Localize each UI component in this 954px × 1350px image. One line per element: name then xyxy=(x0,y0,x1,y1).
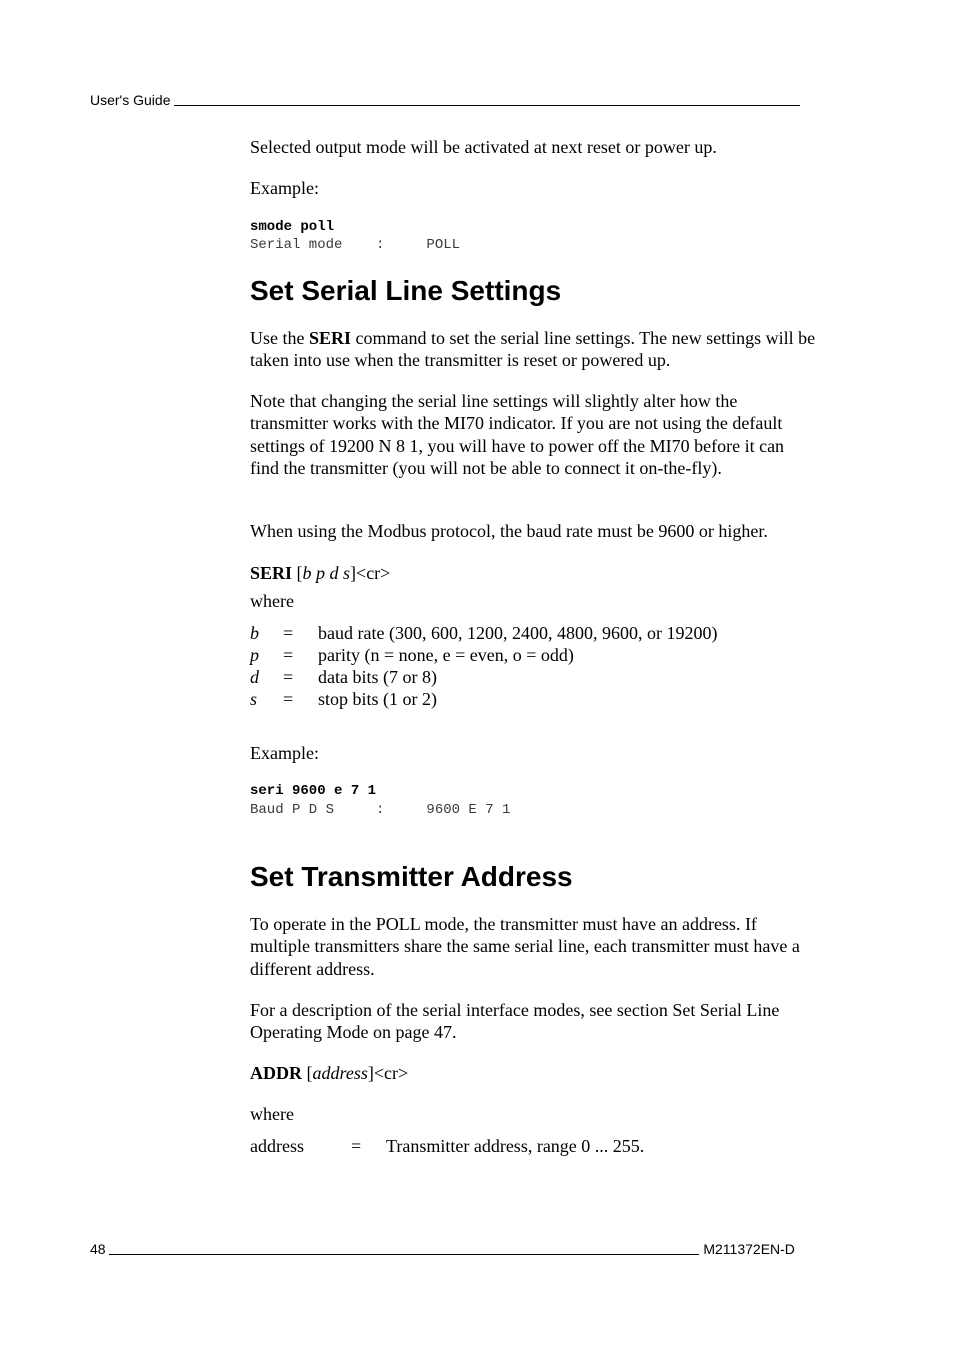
param-name: address xyxy=(250,1136,304,1156)
addr-syntax xyxy=(250,1062,408,1084)
param-description: data bits (7 or 8) xyxy=(318,667,437,687)
addr-syntax-close: ]<cr> xyxy=(367,1063,409,1083)
seri-intro-text-a: Use the xyxy=(250,328,309,348)
intro-example-label: Example: xyxy=(250,178,319,198)
param-symbol: p xyxy=(250,645,259,665)
page-number: 48 xyxy=(90,1241,106,1257)
seri-syntax xyxy=(250,562,390,584)
seri-example-label: Example: xyxy=(250,743,319,763)
param-description: baud rate (300, 600, 1200, 2400, 4800, 9600, or 19200) xyxy=(318,623,718,643)
addr-syntax-args: address xyxy=(312,1063,368,1083)
param-symbol: b xyxy=(250,623,259,643)
addr-syntax-open: [ xyxy=(302,1063,313,1083)
param-equals: = xyxy=(283,623,294,643)
modbus-note-paragraph: When using the Modbus protocol, the baud rate must be 9600 or higher. xyxy=(250,521,768,541)
section-heading-serial-line-settings: Set Serial Line Settings xyxy=(250,275,562,306)
seri-code-output: Baud P D S : 9600 E 7 1 xyxy=(250,802,511,818)
intro-paragraph: Selected output mode will be activated at next reset or power up. xyxy=(250,137,717,157)
document-code: M211372EN-D xyxy=(703,1241,795,1257)
section-heading-transmitter-address: Set Transmitter Address xyxy=(250,861,573,892)
running-header xyxy=(90,92,800,108)
addr-syntax-command: ADDR xyxy=(250,1063,302,1083)
param-symbol: d xyxy=(250,667,259,687)
param-row-s xyxy=(250,688,810,710)
header-rule xyxy=(174,92,800,106)
param-equals: = xyxy=(283,645,294,665)
mi70-note-paragraph: Note that changing the serial line settings will slightly alter how the transmitter works with the MI70 indicator. If you are not using the default settings of 19200 N 8 1, you will have to power off the MI70 before it can find the transmitter (you will not be able to connect it on-the-fly). xyxy=(250,391,785,479)
param-equals: = xyxy=(283,667,294,687)
addr-reference-paragraph: For a description of the serial interface modes, see section Set Serial Line Operating Mode on page 47. xyxy=(250,1000,780,1043)
param-row-address xyxy=(250,1135,810,1157)
seri-code-command: seri 9600 e 7 1 xyxy=(250,783,377,799)
intro-code-command: smode poll xyxy=(250,219,335,235)
addr-where-label: where xyxy=(250,1104,294,1124)
param-row-d xyxy=(250,666,810,688)
seri-syntax-args: b p d s xyxy=(302,563,351,583)
seri-syntax-open: [ xyxy=(292,563,303,583)
param-description: parity (n = none, e = even, o = odd) xyxy=(318,645,574,665)
seri-where-label: where xyxy=(250,591,294,611)
param-equals: = xyxy=(351,1136,362,1156)
header-title: User's Guide xyxy=(90,92,171,108)
seri-intro-text-b: command to set the serial line settings. The new settings will be taken into use when the transmitter is reset or powered up. xyxy=(250,328,816,371)
seri-intro-command: SERI xyxy=(308,328,352,348)
param-equals: = xyxy=(283,689,294,709)
param-symbol: s xyxy=(250,689,258,709)
param-row-p xyxy=(250,644,810,666)
seri-syntax-command: SERI xyxy=(250,563,293,583)
intro-code-output: Serial mode : POLL xyxy=(250,237,461,253)
param-description: stop bits (1 or 2) xyxy=(318,689,437,709)
footer-rule xyxy=(109,1241,699,1255)
param-row-b xyxy=(250,622,810,644)
seri-intro-paragraph xyxy=(250,327,820,372)
param-description: Transmitter address, range 0 ... 255. xyxy=(386,1136,645,1156)
seri-syntax-close: ]<cr> xyxy=(350,563,391,583)
addr-intro-paragraph: To operate in the POLL mode, the transmitter must have an address. If multiple transmitters share the same serial line, each transmitter must have a different address. xyxy=(250,914,800,979)
running-footer xyxy=(90,1241,795,1257)
